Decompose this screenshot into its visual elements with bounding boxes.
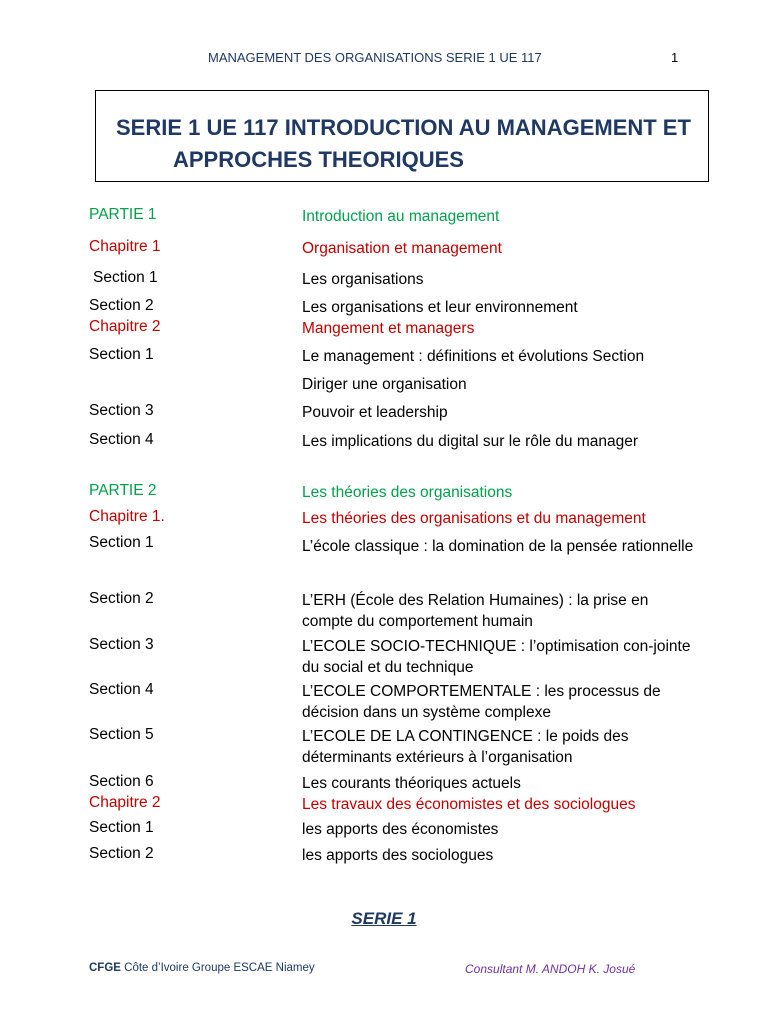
toc-text: les apports des économistes (302, 821, 499, 838)
page-number: 1 (671, 50, 679, 65)
toc-text: Les courants théoriques actuels (302, 775, 521, 792)
toc-text: L’ECOLE COMPORTEMENTALE : les processus de décision dans un système complexe (302, 683, 661, 721)
toc-label: PARTIE 2 (89, 482, 157, 499)
toc-label: Chapitre 1. (89, 508, 165, 525)
toc-label: Section 5 (89, 726, 154, 743)
running-header: MANAGEMENT DES ORGANISATIONS SERIE 1 UE 117 (208, 50, 542, 65)
serie-label: SERIE 1 (351, 909, 417, 928)
title-line-2: APPROCHES THEORIQUES (173, 147, 464, 172)
toc-text: L’ECOLE SOCIO-TECHNIQUE : l’optimisation con-jointe du social et du technique (302, 638, 691, 676)
footer-organization (89, 962, 315, 974)
toc-text: Mangement et managers (302, 320, 475, 337)
toc-text: les apports des sociologues (302, 847, 494, 864)
toc-label: Chapitre 1 (89, 238, 161, 255)
toc-label: Section 3 (89, 402, 154, 419)
footer-org-name: CFGE (89, 962, 121, 974)
toc-label: Chapitre 2 (89, 318, 161, 335)
toc-text: Les théories des organisations et du management (302, 510, 646, 527)
footer-location: Côte d’Ivoire Groupe ESCAE Niamey (124, 962, 315, 974)
toc-text: Les implications du digital sur le rôle du manager (302, 433, 639, 450)
toc-text: Introduction au management (302, 208, 500, 225)
toc-label: Section 6 (89, 773, 154, 790)
toc-text: L’ECOLE DE LA CONTINGENCE : le poids des déterminants extérieurs à l’organisation (302, 728, 629, 766)
toc-text: Les travaux des économistes et des sociologues (302, 796, 636, 813)
toc-label: Section 1 (89, 346, 154, 363)
toc-text: Diriger une organisation (302, 376, 467, 393)
toc-label: Chapitre 2 (89, 794, 161, 811)
toc-text: Pouvoir et leadership (302, 404, 448, 421)
title-line-1: SERIE 1 UE 117 INTRODUCTION AU MANAGEMENT ET (116, 115, 691, 140)
toc-text: Le management : définitions et évolutions Section (302, 348, 645, 365)
toc-text: L’école classique : la domination de la pensée rationnelle (302, 538, 694, 555)
footer-consultant: Consultant M. ANDOH K. Josué (465, 962, 636, 976)
toc-label: Section 3 (89, 636, 154, 653)
toc-label: PARTIE 1 (89, 206, 157, 223)
title-box (95, 90, 709, 182)
toc-text: Les organisations et leur environnement (302, 299, 578, 316)
toc-label: Section 4 (89, 431, 154, 448)
toc-label: Section 2 (89, 845, 154, 862)
toc-label: Section 2 (89, 297, 154, 314)
toc-text: L’ERH (École des Relation Humaines) : la prise en compte du comportement humain (302, 592, 649, 630)
toc-label: Section 1 (93, 269, 158, 286)
toc-label: Section 2 (89, 590, 154, 607)
toc-label: Section 1 (89, 534, 154, 551)
toc-label: Section 1 (89, 819, 154, 836)
toc-label: Section 4 (89, 681, 154, 698)
toc-text: Organisation et management (302, 240, 502, 257)
toc-text: Les organisations (302, 271, 424, 288)
toc-text: Les théories des organisations (302, 484, 513, 501)
